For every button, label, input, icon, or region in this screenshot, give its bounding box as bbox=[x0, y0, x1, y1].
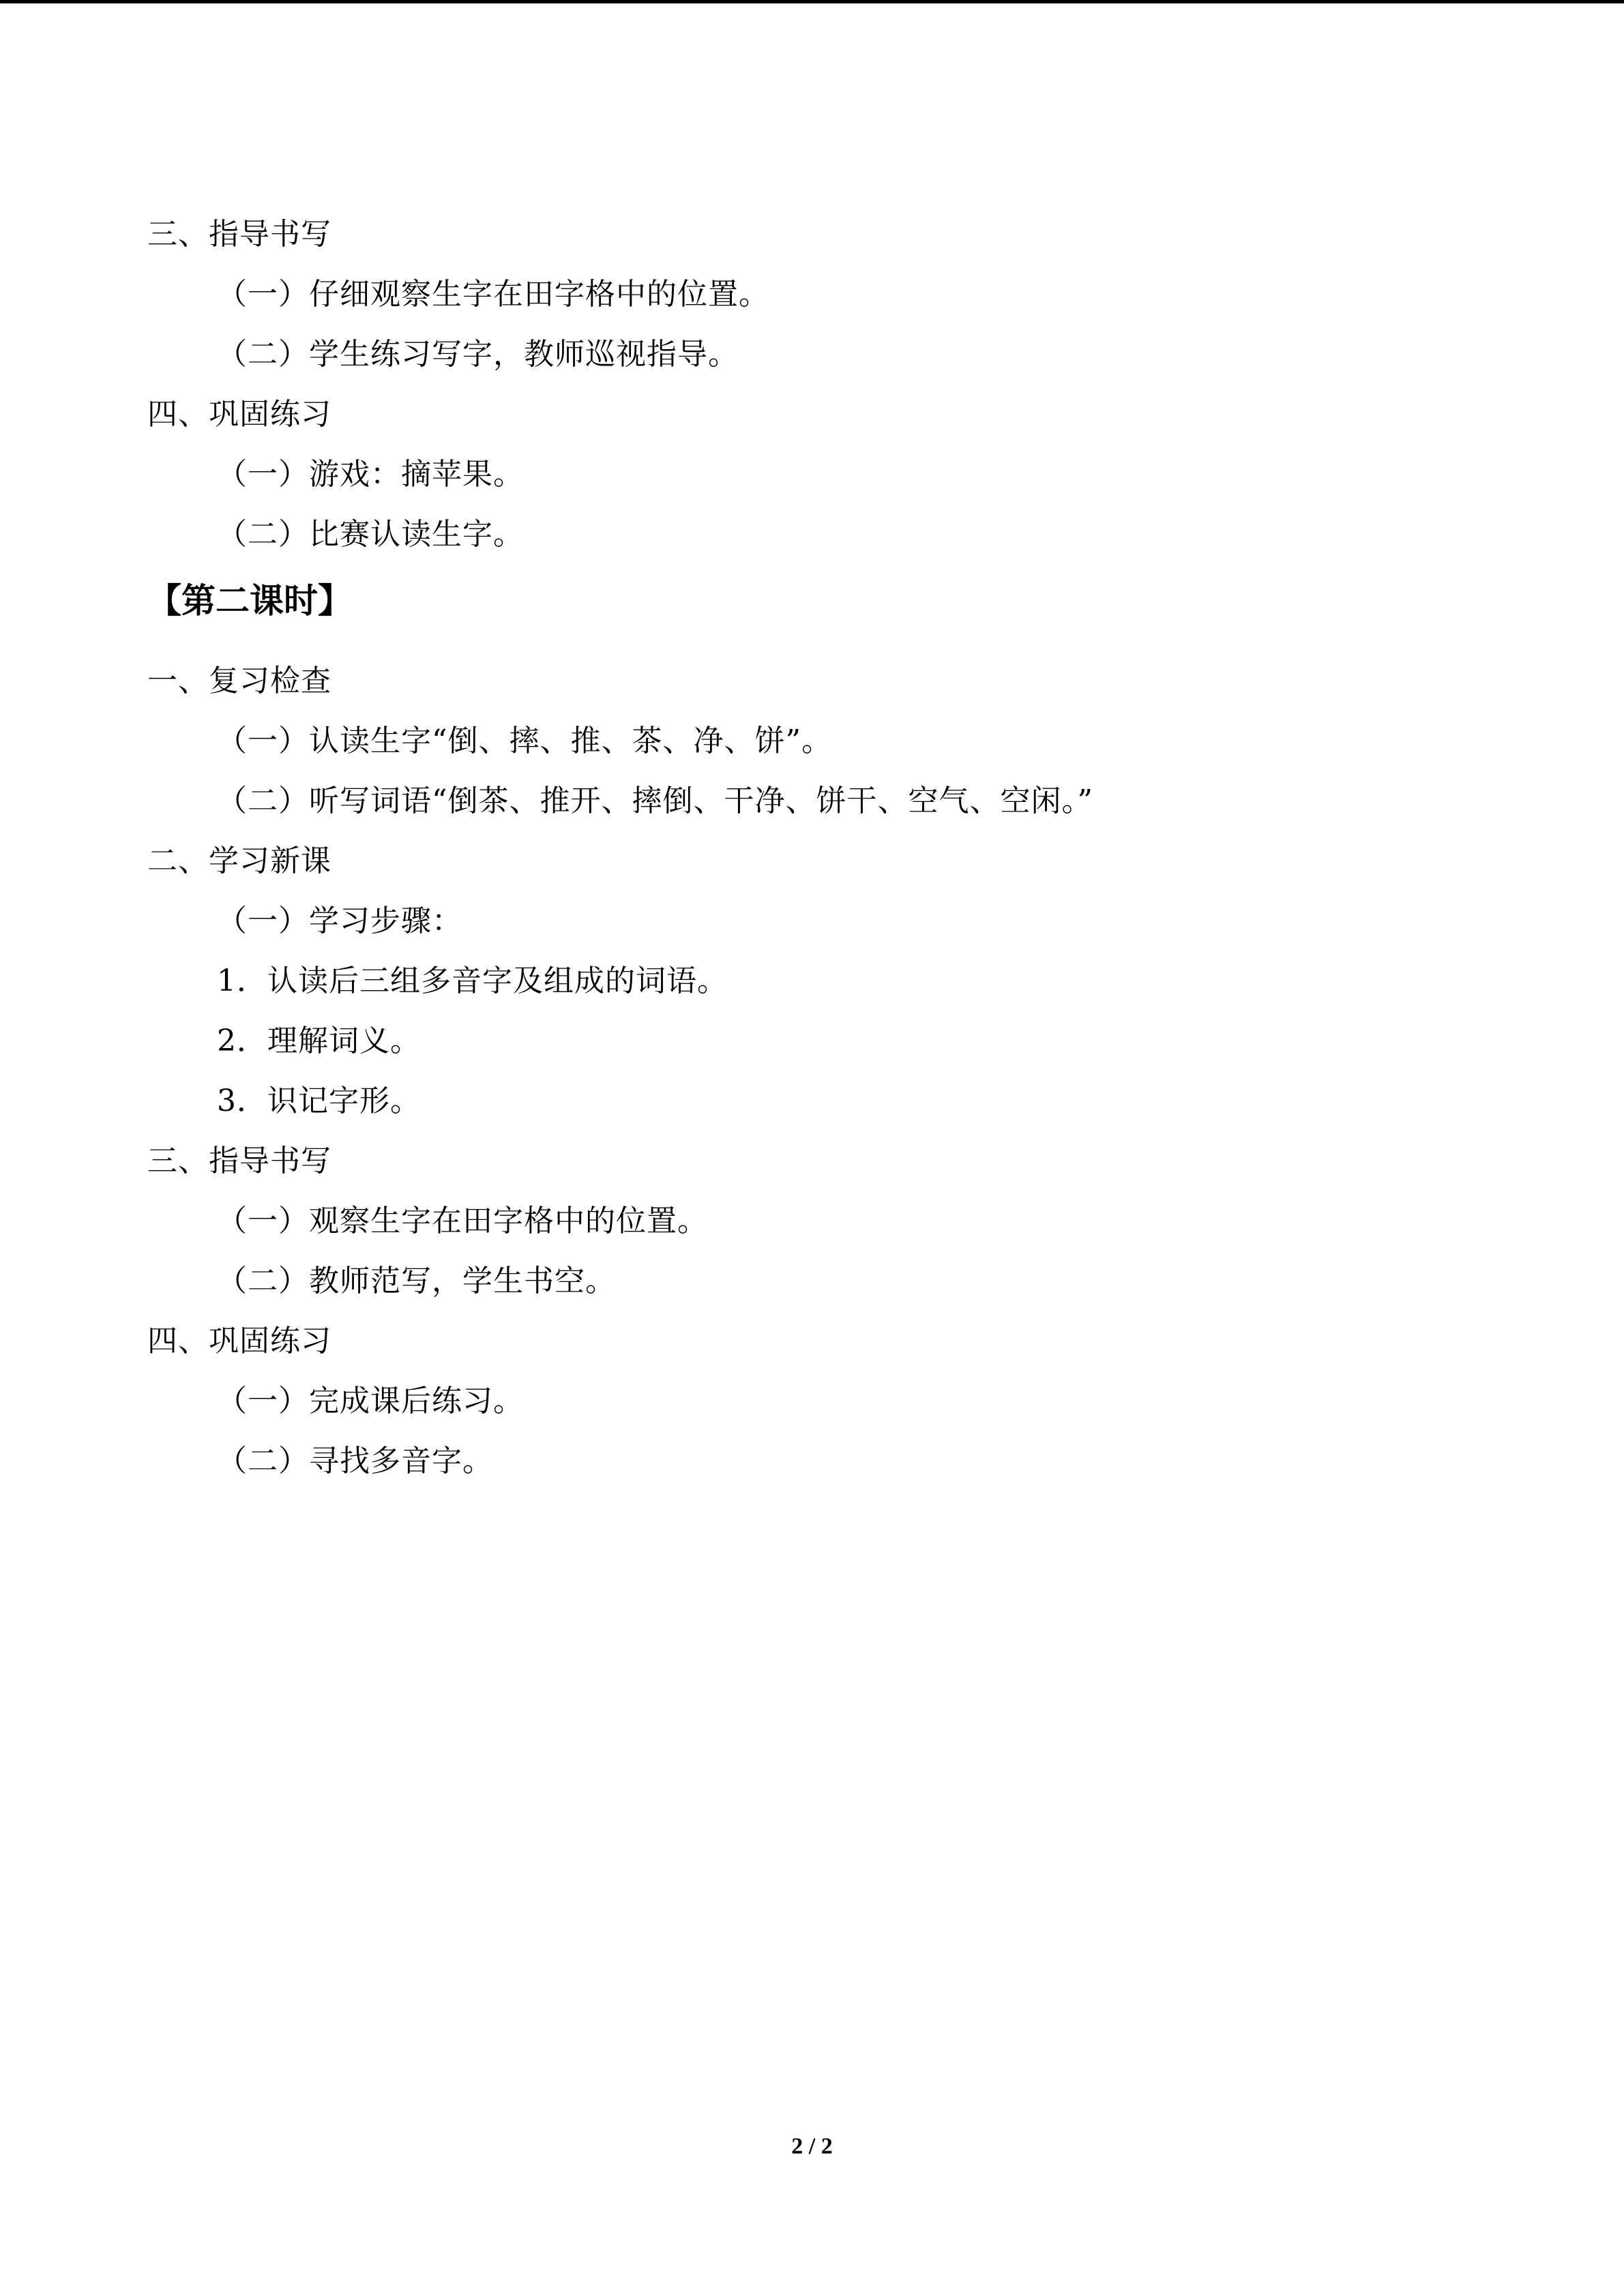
list-item: （二）学生练习写字，教师巡视指导。 bbox=[217, 337, 739, 372]
section-heading-review: 一、复习检查 bbox=[147, 664, 331, 698]
list-item: （一）认读生字“倒、摔、推、茶、净、饼”。 bbox=[217, 724, 832, 758]
section-heading-new-lesson: 二、学习新课 bbox=[147, 844, 331, 878]
list-item: 3．识记字形。 bbox=[217, 1084, 421, 1118]
lesson-title: 【第二课时】 bbox=[147, 581, 352, 621]
list-item: （一）仔细观察生字在田字格中的位置。 bbox=[217, 277, 769, 312]
list-item: （一）观察生字在田字格中的位置。 bbox=[217, 1204, 708, 1238]
list-item: （一）学习步骤： bbox=[217, 904, 462, 938]
list-item: （二）寻找多音字。 bbox=[217, 1444, 493, 1478]
list-item: （一）完成课后练习。 bbox=[217, 1384, 524, 1418]
section-heading-consolidation: 四、巩固练习 bbox=[147, 397, 331, 432]
section-heading-guide-writing: 三、指导书写 bbox=[147, 1144, 331, 1178]
section-heading-guide-writing: 三、指导书写 bbox=[147, 217, 331, 252]
list-item: （一）游戏：摘苹果。 bbox=[217, 457, 524, 492]
list-item: 1．认读后三组多音字及组成的词语。 bbox=[217, 964, 728, 998]
list-item: （二）教师范写，学生书空。 bbox=[217, 1264, 616, 1298]
list-item: （二）听写词语“倒茶、推开、摔倒、干净、饼干、空气、空闲。” bbox=[217, 784, 1093, 818]
page-number: 2 / 2 bbox=[791, 2134, 833, 2159]
list-item: 2．理解词义。 bbox=[217, 1024, 421, 1058]
section-heading-consolidation: 四、巩固练习 bbox=[147, 1324, 331, 1358]
list-item: （二）比赛认读生字。 bbox=[217, 517, 524, 552]
